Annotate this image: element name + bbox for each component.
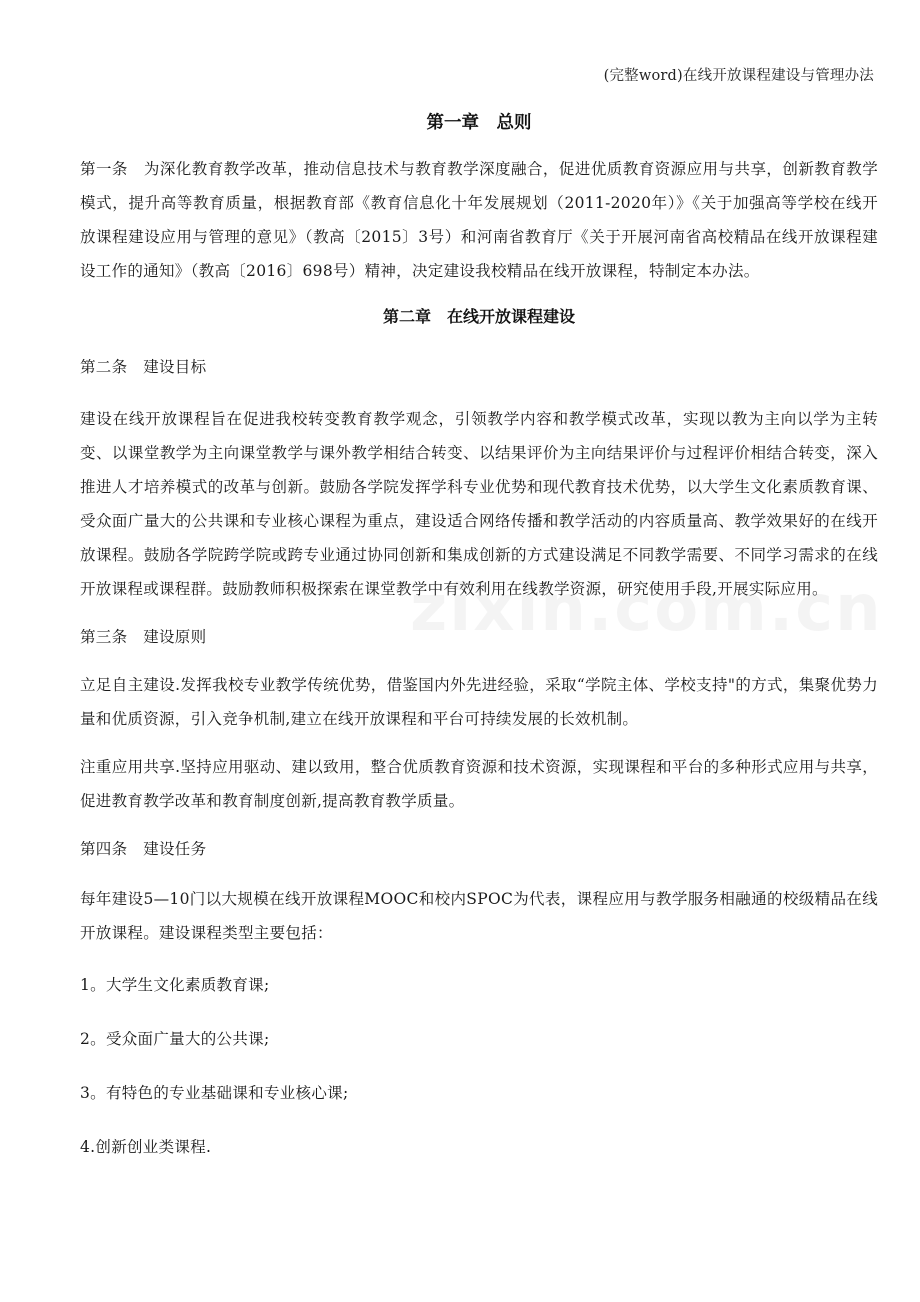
list-item: 2。受众面广量大的公共课; <box>80 1030 270 1048</box>
article-2-paragraph: 建设在线开放课程旨在促进我校转变教育教学观念，引领教学内容和教学模式改革，实现以教为主向以学为主转变、以课堂教学为主向课堂教学与课外教学相结合转变、以结果评价为主向结果评价与过程评价相结合转变，深入推进人才培养模式的改革与创新。鼓励各学院发挥学科专业优势和现代教育技术优势，以大学生文化素质教育课、受众面广量大的公共课和专业核心课程为重点，建设适合网络传播和教学活动的内容质量高、教学效果好的在线开放课程。鼓励各学院跨学院或跨专业通过协同创新和集成创新的方式建设满足不同教学需要、不同学习需求的在线开放课程或课程群。鼓励教师积极探索在课堂教学中有效利用在线教学资源，研究使用手段,开展实际应用。 <box>80 410 878 598</box>
chapter-2-title: 第二章 在线开放课程建设 <box>382 307 575 326</box>
article-4-heading: 第四条 建设任务 <box>80 840 207 858</box>
article-2-heading: 第二条 建设目标 <box>80 358 207 376</box>
running-header: (完整word)在线开放课程建设与管理办法 <box>603 68 874 84</box>
article-3-paragraph-2: 注重应用共享.坚持应用驱动、建以致用，整合优质教育资源和技术资源，实现课程和平台的多种形式应用与共享，促进教育教学改革和教育制度创新,提高教育教学质量。 <box>80 758 878 810</box>
list-item: 1。大学生文化素质教育课; <box>80 976 270 994</box>
list-item: 4.创新创业类课程. <box>80 1138 212 1156</box>
article-1-paragraph: 第一条 为深化教育教学改革，推动信息技术与教育教学深度融合，促进优质教育资源应用与共享，创新教育教学模式，提升高等教育质量，根据教育部《教育信息化十年发展规划（2011-2020年）》《关于加强高等学校在线开放课程建设应用与管理的意见》（教高〔2015〕3号）和河南省教育厅《关于开展河南省高校精品在线开放课程建设工作的通知》（教高〔2016〕698号）精神，决定建设我校精品在线开放课程，特制定本办法。 <box>80 160 878 280</box>
article-3-heading: 第三条 建设原则 <box>80 628 207 646</box>
list-item: 3。有特色的专业基础课和专业核心课; <box>80 1084 349 1102</box>
article-3-paragraph-1: 立足自主建设.发挥我校专业教学传统优势，借鉴国内外先进经验，采取“学院主体、学校支持"的方式，集聚优势力量和优质资源，引入竞争机制,建立在线开放课程和平台可持续发展的长效机制。 <box>80 676 878 728</box>
article-4-paragraph: 每年建设5—10门以大规模在线开放课程MOOC和校内SPOC为代表，课程应用与教学服务相融通的校级精品在线开放课程。建设课程类型主要包括： <box>80 890 878 942</box>
chapter-1-title: 第一章 总则 <box>426 113 532 133</box>
course-type-list <box>80 968 878 1164</box>
document-body <box>80 108 878 1184</box>
